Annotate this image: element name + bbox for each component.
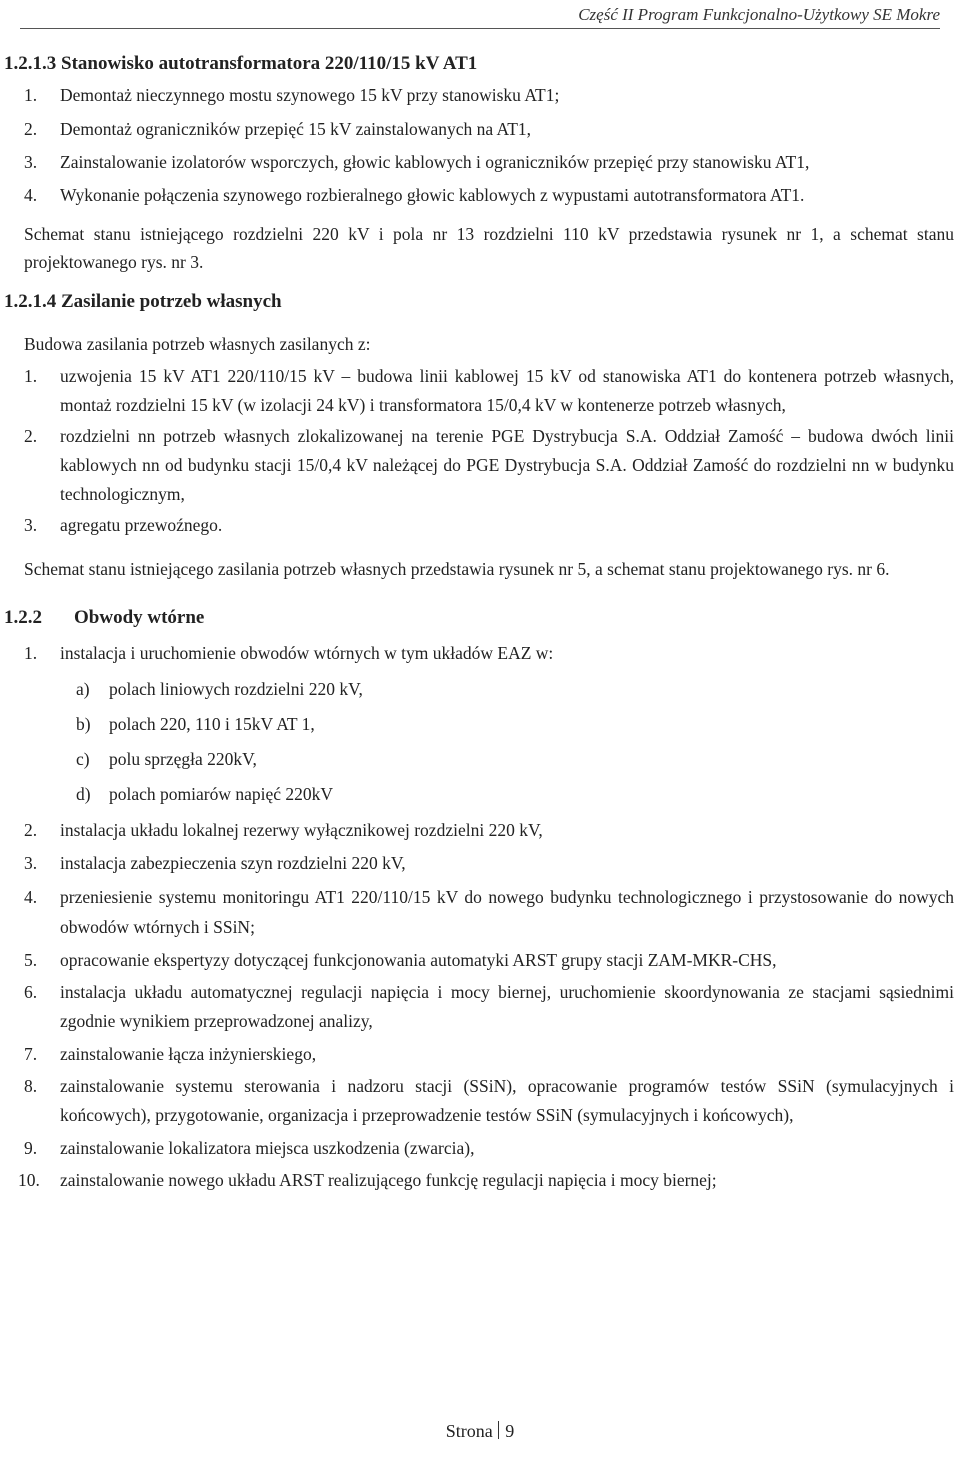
list-item: 7. zainstalowanie łącza inżynierskiego, <box>24 1044 317 1064</box>
list-item: 10. zainstalowanie nowego układu ARST realizującego funkcję regulacji napięcia i mocy biernej; <box>18 1170 717 1190</box>
bay-sublist <box>4 672 954 812</box>
section-heading-1-2-2: 1.2.2 Obwody wtórne <box>4 607 205 628</box>
secondary-circuits-list <box>4 638 954 668</box>
list-item: 3. instalacja zabezpieczenia szyn rozdzielni 220 kV, <box>24 853 406 873</box>
secondary-circuits-list-continued <box>4 814 954 1196</box>
page-header <box>20 0 940 29</box>
page-footer <box>0 1418 960 1444</box>
page-number: 9 <box>505 1421 515 1441</box>
list-item: d) polach pomiarów napięć 220kV <box>76 784 334 804</box>
section-intro: Budowa zasilania potrzeb własnych zasilanych z: <box>24 334 371 354</box>
list-item: 3. Zainstalowanie izolatorów wsporczych, głowic kablowych i ograniczników przepięć przy stanowisku AT1, <box>24 152 810 172</box>
list-item: c) polu sprzęgła 220kV, <box>76 749 257 769</box>
at1-work-list <box>4 78 954 210</box>
page-label: Strona <box>445 1421 493 1441</box>
list-item: 6. instalacja układu automatycznej regulacji napięcia i mocy biernej, uruchomienie skoordynowania ze stacjami sąsiednimi zgodnie wynikiem przeprowadzonej analizy, <box>24 982 954 1031</box>
list-item: 2. rozdzielni nn potrzeb własnych zlokalizowanej na terenie PGE Dystrybucja S.A. Oddział Zamość – budowa dwóch linii kablowych nn od budynku stacji 15/0,4 kV należącej do PGE Dystrybucja S.A. Oddział Zamość do rozdzielni nn w budynku technologicznym, <box>24 426 954 504</box>
list-item: 1. uzwojenia 15 kV AT1 220/110/15 kV – budowa linii kablowej 15 kV od stanowiska AT1 do kontenera potrzeb własnych, montaż rozdzielni 15 kV (w izolacji 24 kV) i transformatora 15/0,4 kV w kontenerze potrzeb własnych, <box>24 366 954 415</box>
section-heading-1-2-1-3: 1.2.1.3 Stanowisko autotransformatora 220/110/15 kV AT1 <box>4 53 478 74</box>
section-heading-1-2-1-4: 1.2.1.4 Zasilanie potrzeb własnych <box>4 291 282 312</box>
list-item: 4. przeniesienie systemu monitoringu AT1 220/110/15 kV do nowego budynku technologicznego i przystosowanie do nowych obwodów wtórnych i SSiN; <box>24 887 954 937</box>
list-item: 1. Demontaż nieczynnego mostu szynowego 15 kV przy stanowisku AT1; <box>24 85 560 105</box>
list-item: 5. opracowanie ekspertyzy dotyczącej funkcjonowania automatyki ARST grupy stacji ZAM-MKR-CHS, <box>24 950 777 970</box>
list-item: 4. Wykonanie połączenia szynowego rozbieralnego głowic kablowych z wypustami autotransformatora AT1. <box>24 185 805 205</box>
schematic-note: Schemat stanu istniejącego rozdzielni 220 kV i pola nr 13 rozdzielni 110 kV przedstawia rysunek nr 1, a schemat stanu projektowanego rys. nr 3. <box>24 224 954 272</box>
list-item: 9. zainstalowanie lokalizatora miejsca uszkodzenia (zwarcia), <box>24 1138 475 1158</box>
list-item: b) polach 220, 110 i 15kV AT 1, <box>76 714 315 734</box>
power-supply-list <box>4 362 954 540</box>
list-item: 2. Demontaż ograniczników przepięć 15 kV zainstalowanych na AT1, <box>24 119 532 139</box>
document-body <box>4 48 954 1196</box>
list-item: 3. agregatu przewoźnego. <box>24 515 223 535</box>
list-item: 8. zainstalowanie systemu sterowania i nadzoru stacji (SSiN), opracowanie programów testów SSiN (symulacyjnych i końcowych), przygotowanie, organizacja i przeprowadzenie testów SSiN (symulacyjnych i końcowych), <box>24 1076 954 1125</box>
schematic-note: Schemat stanu istniejącego zasilania potrzeb własnych przedstawia rysunek nr 5, a schemat stanu projektowanego rys. nr 6. <box>24 559 890 579</box>
running-title: Część II Program Funkcjonalno-Użytkowy SE Mokre <box>578 5 940 24</box>
footer-separator <box>498 1421 500 1439</box>
list-item: 2. instalacja układu lokalnej rezerwy wyłącznikowej rozdzielni 220 kV, <box>24 820 543 840</box>
list-item: a) polach liniowych rozdzielni 220 kV, <box>76 679 363 699</box>
list-item: 1. instalacja i uruchomienie obwodów wtórnych w tym układów EAZ w: <box>24 643 554 663</box>
